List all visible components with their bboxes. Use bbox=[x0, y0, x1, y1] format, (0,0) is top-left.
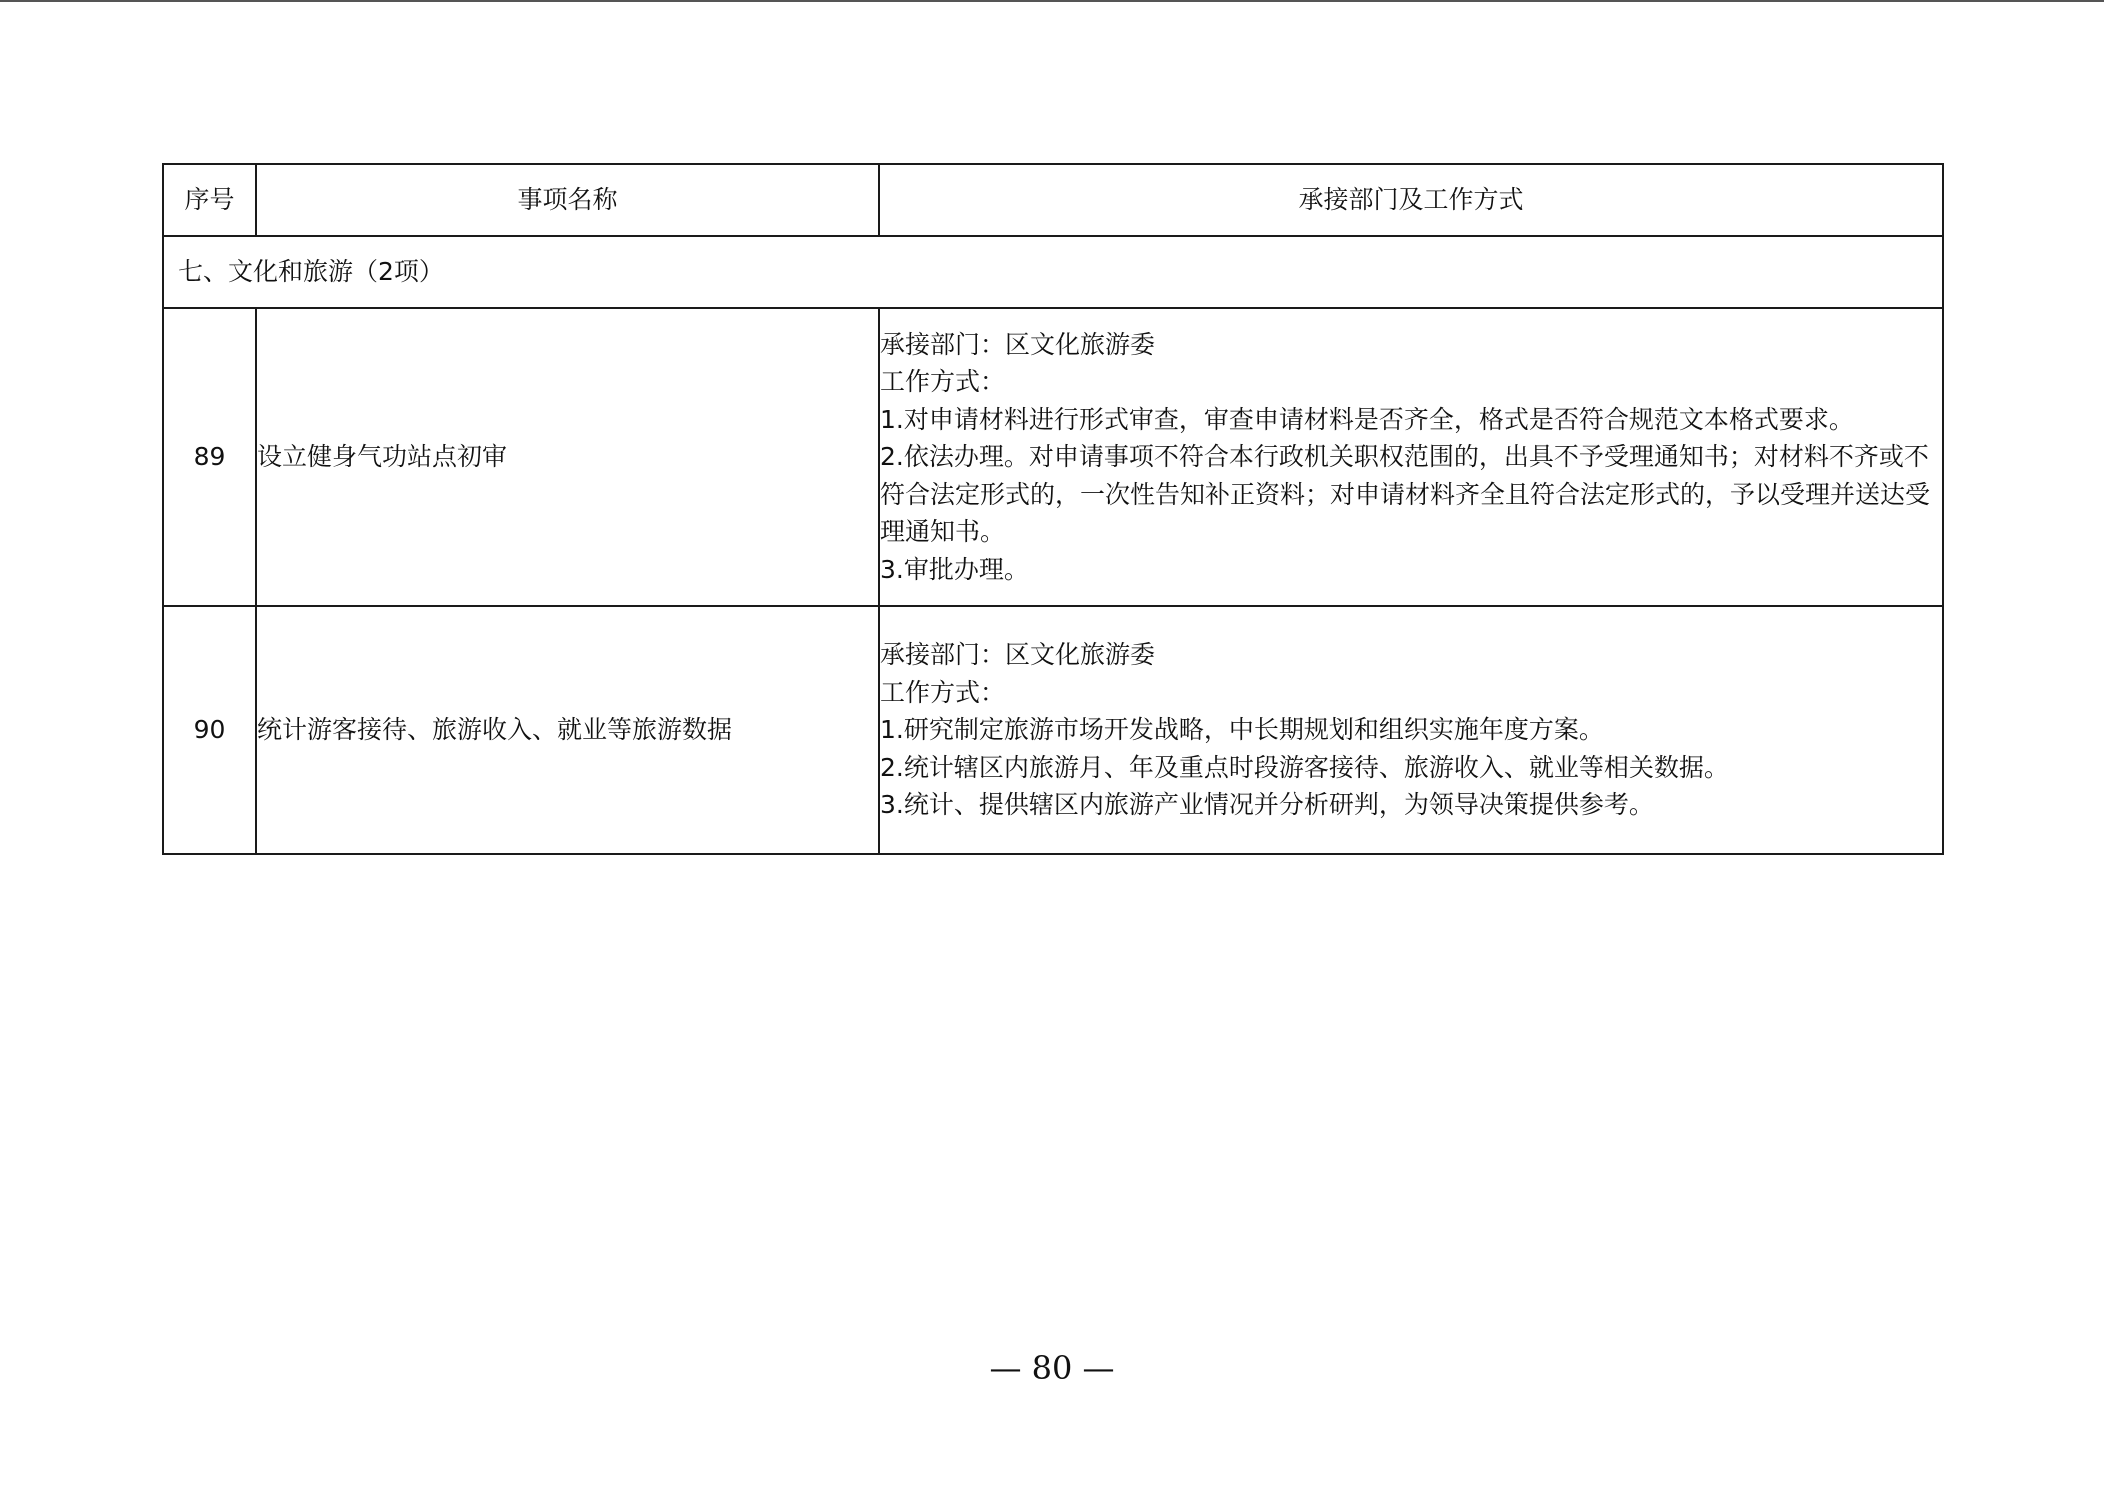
table-row bbox=[163, 606, 1943, 854]
detail-line: 工作方式： bbox=[880, 367, 1006, 397]
header-department-and-method: 承接部门及工作方式 bbox=[879, 164, 1943, 236]
row-details bbox=[879, 606, 1943, 854]
row-details bbox=[879, 308, 1943, 606]
section-title: 七、文化和旅游（2项） bbox=[163, 236, 1943, 308]
row-item-name: 统计游客接待、旅游收入、就业等旅游数据 bbox=[256, 606, 879, 854]
detail-line: 2.统计辖区内旅游月、年及重点时段游客接待、旅游收入、就业等相关数据。 bbox=[880, 752, 1729, 782]
service-items-table bbox=[162, 163, 1944, 855]
detail-line: 2.依法办理。对申请事项不符合本行政机关职权范围的，出具不予受理通知书；对材料不齐或不符合法定形式的，一次性告知补正资料；对申请材料齐全且符合法定形式的，予以受理并送达受理通知书。 bbox=[880, 442, 1931, 547]
detail-line: 3.审批办理。 bbox=[880, 554, 1029, 584]
row-item-name: 设立健身气功站点初审 bbox=[256, 308, 879, 606]
header-item-name: 事项名称 bbox=[256, 164, 879, 236]
row-number: 89 bbox=[163, 308, 256, 606]
detail-line: 1.对申请材料进行形式审查，审查申请材料是否齐全，格式是否符合规范文本格式要求。 bbox=[880, 404, 1854, 434]
section-row bbox=[163, 236, 1943, 308]
page-number: — 80 — bbox=[989, 1349, 1115, 1387]
row-number: 90 bbox=[163, 606, 256, 854]
table-row bbox=[163, 308, 1943, 606]
detail-line: 1.研究制定旅游市场开发战略，中长期规划和组织实施年度方案。 bbox=[880, 715, 1604, 745]
detail-line: 3.统计、提供辖区内旅游产业情况并分析研判，为领导决策提供参考。 bbox=[880, 790, 1654, 820]
table-header-row bbox=[163, 164, 1943, 236]
detail-line: 工作方式： bbox=[880, 677, 1006, 707]
header-serial-number: 序号 bbox=[163, 164, 256, 236]
detail-line: 承接部门：区文化旅游委 bbox=[880, 329, 1156, 359]
page-top-border bbox=[0, 0, 2104, 2]
detail-line: 承接部门：区文化旅游委 bbox=[880, 640, 1156, 670]
